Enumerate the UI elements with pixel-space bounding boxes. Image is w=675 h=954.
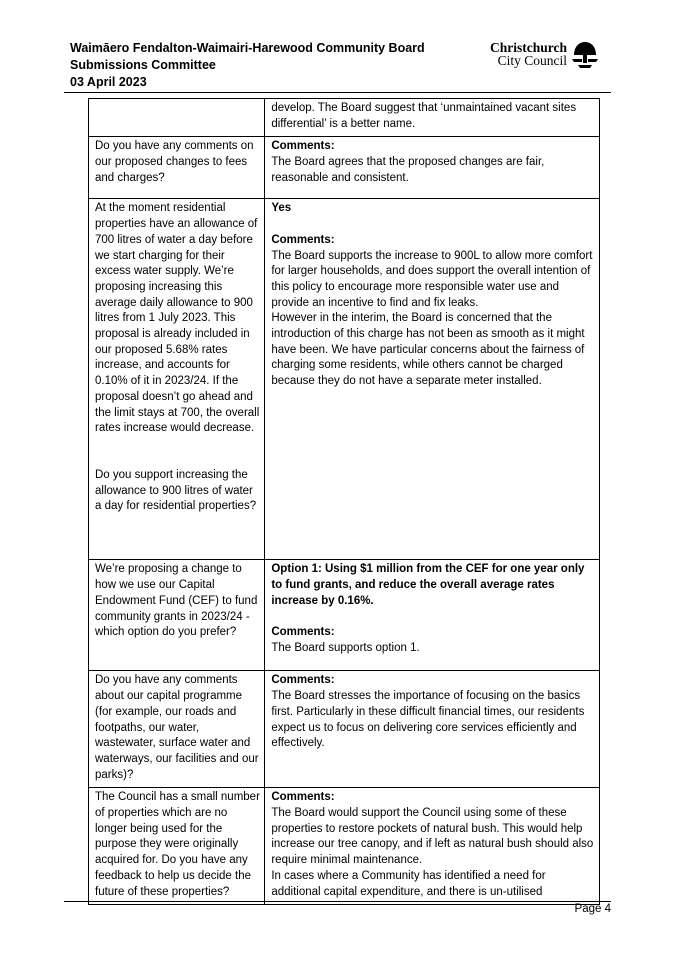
comments-heading: Comments: xyxy=(271,674,335,687)
answer-cell xyxy=(265,788,600,905)
answer-text: The Board supports option 1. xyxy=(271,641,420,654)
answer-cell xyxy=(265,560,600,671)
table-row xyxy=(89,199,600,560)
question-text: We’re proposing a change to how we use our Capital Endowment Fund (CEF) to fund community grants in 2023/24 - which option do you prefer? xyxy=(95,563,258,639)
submission-table xyxy=(88,98,600,905)
answer-choice: Option 1: Using $1 million from the CEF for one year only to fund grants, and reduce the overall average rates increase by 0.16%. xyxy=(271,563,585,607)
question-text: Do you have any comments on our proposed changes to fees and charges? xyxy=(95,140,254,184)
answer-text: The Board would support the Council using some of these properties to restore pockets of natural bush. This would help increase our tree canopy, and if left as natural bush should also require minimal maintenance. xyxy=(271,807,594,867)
question-cell xyxy=(89,137,265,199)
table-row xyxy=(89,671,600,788)
cathedral-logo-icon xyxy=(570,41,600,69)
comments-heading: Comments: xyxy=(271,791,335,804)
comments-heading: Comments: xyxy=(271,140,335,153)
question-text: Do you have any comments about our capital programme (for example, our roads and footpaths, our water, wastewater, surface water and waterways, our facilities and our parks)? xyxy=(95,674,259,781)
question-cell xyxy=(89,199,265,560)
committee-name: Submissions Committee xyxy=(70,58,216,72)
answer-text: In cases where a Community has identified a need for additional capital expenditure, and there is un-utilised xyxy=(271,869,546,898)
logo-text-line1: Christchurch xyxy=(489,40,567,55)
question-text: The Council has a small number of properties which are no longer being used for the purpose they were originally acquired for. Do you have any feedback to help us decide the future of these properties? xyxy=(95,791,260,898)
meeting-date: 03 April 2023 xyxy=(70,75,147,89)
header-rule xyxy=(64,92,611,93)
council-logo xyxy=(481,41,601,69)
answer-text: The Board agrees that the proposed changes are fair, reasonable and consistent. xyxy=(271,156,545,184)
logo-text-line2: City Council xyxy=(497,53,567,68)
question-cell xyxy=(89,99,265,137)
document-header xyxy=(70,40,425,91)
question-text: Do you support increasing the allowance to 900 litres of water a day for residential properties? xyxy=(95,468,257,513)
answer-cell xyxy=(265,99,600,137)
answer-choice: Yes xyxy=(271,202,292,215)
table-row xyxy=(89,788,600,905)
answer-text: However in the interim, the Board is concerned that the introduction of this charge has not been as smooth as it might have been. We have particular concerns about the fairness of charging some residents, while others cannot be charged because they do not have a separate meter installed. xyxy=(271,312,585,388)
question-cell xyxy=(89,671,265,788)
question-cell xyxy=(89,560,265,671)
answer-cell xyxy=(265,199,600,560)
answer-text: develop. The Board suggest that ‘unmaintained vacant sites differential’ is a better name. xyxy=(271,102,577,130)
footer-rule xyxy=(64,901,611,902)
question-cell xyxy=(89,788,265,905)
answer-text: The Board stresses the importance of focusing on the basics first. Particularly in these difficult financial times, our residents expect us to focus on delivering core services efficiently and effectively. xyxy=(271,690,585,750)
answer-cell xyxy=(265,137,600,199)
table-row xyxy=(89,560,600,671)
board-name: Waimāero Fendalton-Waimairi-Harewood Community Board xyxy=(70,41,425,55)
question-text: At the moment residential properties have an allowance of 700 litres of water a day before we start charging for their excess water supply. We’re proposing increasing this average daily allowance to 900 litres from 1 July 2023. This proposal is already included in our proposed 5.68% rates increase, and accounts for 0.10% of it in 2023/24. If the proposal doesn’t go ahead and the limit stays at 700, the overall rates increase would decrease. xyxy=(95,202,260,435)
table-row xyxy=(89,99,600,137)
comments-heading: Comments: xyxy=(271,626,335,639)
page-number: Page 4 xyxy=(574,903,611,915)
comments-heading: Comments: xyxy=(271,233,335,246)
table-row xyxy=(89,137,600,199)
answer-cell xyxy=(265,671,600,788)
answer-text: The Board supports the increase to 900L to allow more comfort for larger households, and does support the overall intention of this policy to encourage more responsible water use and provide an incentive to find and fix leaks. xyxy=(271,249,593,309)
